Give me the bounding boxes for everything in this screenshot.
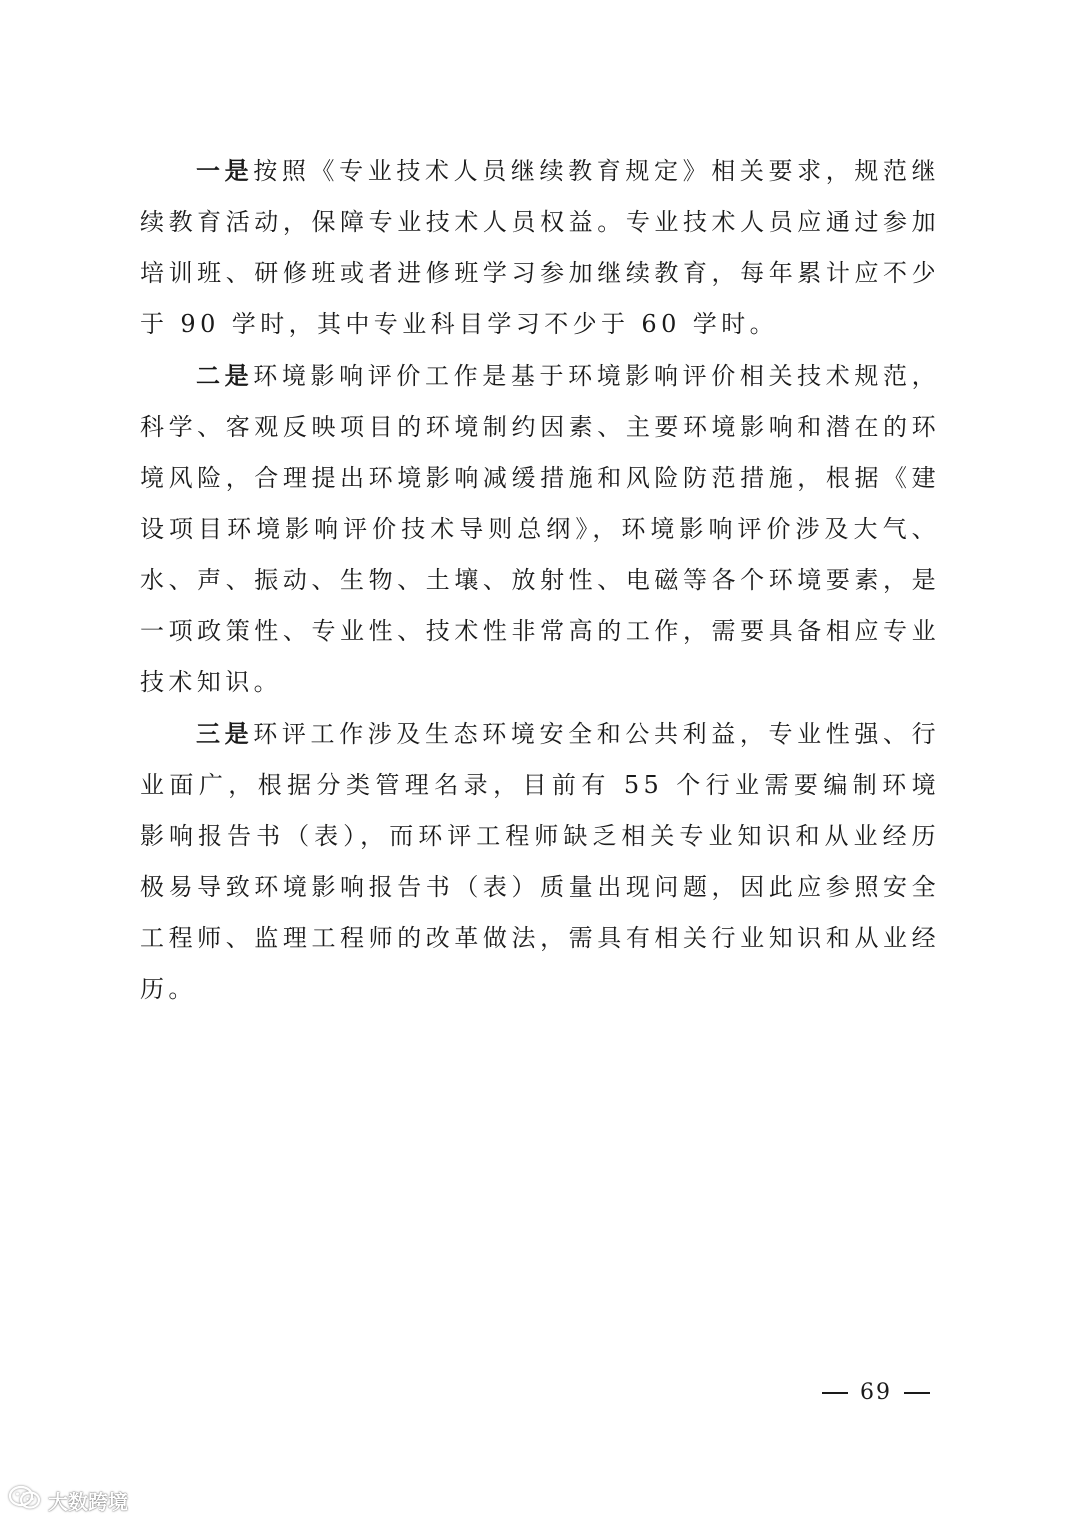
paragraph-2-lead: 二是 <box>196 361 254 390</box>
paragraph-1-lead: 一是 <box>196 156 254 185</box>
paragraph-3 <box>140 708 940 1015</box>
paragraph-1 <box>140 145 940 350</box>
dash-right <box>904 1392 930 1394</box>
paragraph-2-text: 环境影响评价工作是基于环境影响评价相关技术规范，科学、客观反映项目的环境制约因素、主要环境影响和潜在的环境风险，合理提出环境影响减缓措施和风险防范措施，根据《建设项目环境影响评价技术导则总纲》，环境影响评价涉及大气、水、声、振动、生物、土壤、放射性、电磁等各个环境要素，是一项政策性、专业性、技术性非常高的工作，需要具备相应专业技术知识。 <box>140 362 940 696</box>
page-number-footer <box>810 1378 970 1408</box>
paragraph-2 <box>140 350 940 708</box>
paragraph-3-lead: 三是 <box>196 719 254 748</box>
wechat-logo-icon <box>8 1484 42 1517</box>
watermark-text: 大数跨境 <box>48 1489 128 1514</box>
page-number: 69 <box>860 1380 892 1405</box>
paragraph-3-text: 环评工作涉及生态环境安全和公共利益，专业性强、行业面广，根据分类管理名录，目前有 55 个行业需要编制环境影响报告书（表），而环评工程师缺乏相关专业知识和从业经历极易导致环境影响报告书（表）质量出现问题，因此应参照安全工程师、监理工程师的改革做法，需具有相关行业知识和从业经历。 <box>140 720 940 1003</box>
document-body <box>140 145 940 1015</box>
watermark <box>8 1480 128 1520</box>
dash-left <box>822 1392 848 1394</box>
paragraph-1-text: 按照《专业技术人员继续教育规定》相关要求，规范继续教育活动，保障专业技术人员权益。专业技术人员应通过参加培训班、研修班或者进修班学习参加继续教育，每年累计应不少于 90 学时，其中专业科目学习不少于 60 学时。 <box>140 157 940 338</box>
